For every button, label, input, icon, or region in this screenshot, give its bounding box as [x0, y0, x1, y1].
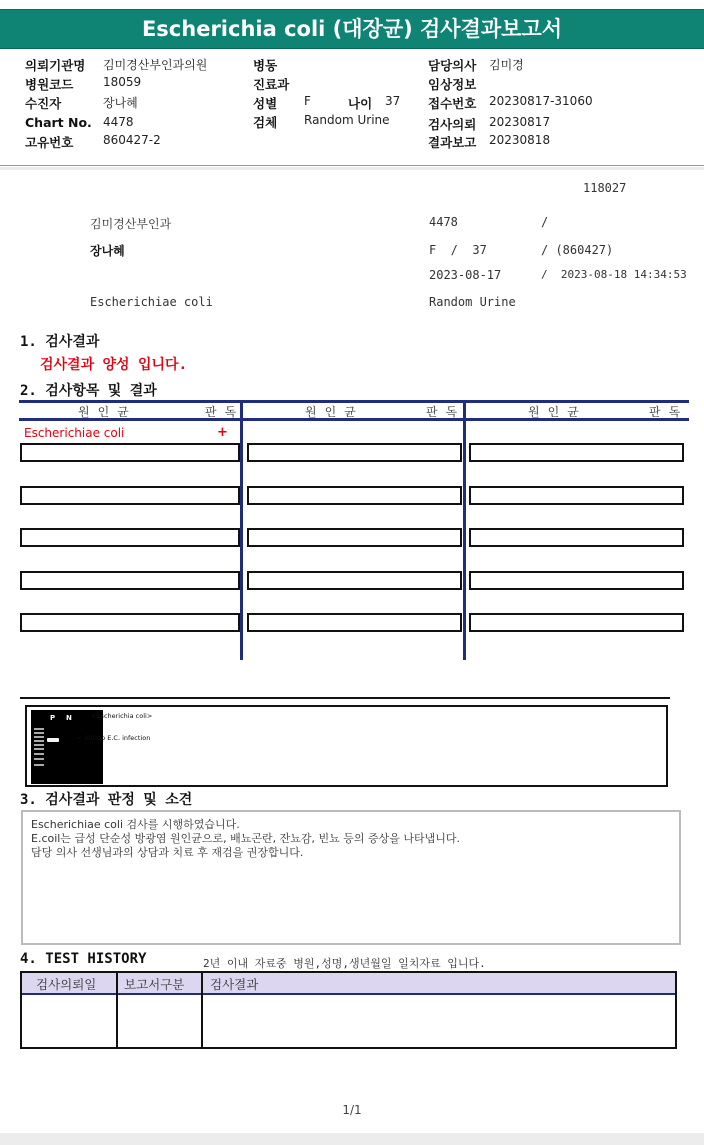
header-value-age: 37	[385, 94, 401, 108]
header-label-age: 나이	[348, 96, 373, 111]
result-cell	[247, 613, 462, 632]
gel-top-rule	[20, 697, 670, 699]
header-value-report-date: 20230818	[489, 133, 551, 147]
result-mark: +	[217, 425, 228, 440]
col3-organism-header: 원인균	[528, 405, 587, 419]
header-value-request-date: 20230817	[489, 115, 551, 129]
gel-ladder-band	[34, 758, 44, 760]
result-cell	[469, 528, 684, 547]
section4-title: 4. TEST HISTORY	[20, 951, 147, 967]
gel-image-box	[25, 705, 668, 787]
result-cell	[247, 528, 462, 547]
header-value-unique-id: 860427-2	[103, 133, 161, 147]
grid-divider-2	[463, 400, 466, 660]
footer-band	[0, 1133, 704, 1145]
patient-specimen: Random Urine	[429, 295, 516, 309]
col2-judgement-header: 판독	[426, 405, 466, 419]
header-value-doctor: 김미경	[489, 58, 524, 72]
report-title: Escherichia coli (대장균) 검사결과보고서	[0, 9, 704, 49]
patient-received-date: 2023-08-17	[429, 268, 502, 282]
header-label-ward: 병동	[253, 58, 278, 73]
result-cell	[20, 613, 240, 632]
result-cell	[469, 571, 684, 590]
header-value-hospital-code: 18059	[103, 75, 142, 89]
history-col-request-date: 검사의뢰일	[36, 977, 97, 992]
result-cell	[469, 443, 684, 462]
history-col-divider	[116, 973, 118, 1047]
col3-judgement-header: 판독	[649, 405, 689, 419]
gel-title: <Escherichia coli>	[91, 712, 153, 720]
gel-band-annotation: ← 600bp E.C. infection	[77, 734, 151, 742]
result-organism: Escherichiae coli	[24, 426, 125, 440]
patient-code: 118027	[583, 181, 627, 195]
gel-ladder-band	[34, 748, 44, 750]
patient-chart: 4478	[429, 215, 458, 229]
patient-name: 장나혜	[90, 244, 125, 258]
patient-slash: /	[541, 215, 549, 229]
patient-hospital: 김미경산부인과	[90, 217, 172, 231]
section3-title: 3. 검사결과 판정 및 소견	[20, 792, 193, 808]
result-cell	[20, 486, 240, 505]
history-col-result: 검사결과	[210, 977, 259, 992]
gel-electrophoresis-image	[31, 710, 103, 784]
opinion-line: 담당 의사 선생님과의 상담과 치료 후 재검을 권장합니다.	[31, 846, 304, 859]
result-cell	[469, 486, 684, 505]
section4-note: 2년 이내 자료중 병원,성명,생년월일 일치자료 입니다.	[203, 957, 486, 970]
opinion-line: Escherichiae coli 검사를 시행하였습니다.	[31, 818, 240, 831]
gel-ladder-band	[34, 744, 44, 746]
history-table	[20, 971, 677, 1049]
header-label-request-date: 검사의뢰	[428, 117, 477, 132]
page-number: 1/1	[342, 1103, 362, 1117]
section2-title: 2. 검사항목 및 결과	[20, 383, 157, 399]
history-col-report-type: 보고서구분	[124, 977, 185, 992]
header-label-doctor: 담당의사	[428, 58, 477, 73]
header-label-sex: 성별	[253, 96, 278, 111]
gel-ladder-band	[34, 728, 44, 730]
header-label-hospital-code: 병원코드	[25, 77, 74, 92]
opinion-box	[21, 810, 681, 945]
header-value-specimen: Random Urine	[304, 113, 390, 127]
result-cell	[247, 443, 462, 462]
gel-ladder-band	[34, 736, 44, 738]
result-cell	[247, 571, 462, 590]
gel-lane-n-label: N	[66, 714, 72, 722]
header-label-patient: 수진자	[25, 96, 62, 111]
patient-reported-date: / 2023-08-18 14:34:53	[541, 268, 687, 281]
header-value-receipt-no: 20230817-31060	[489, 94, 593, 108]
patient-sex-age: F / 37	[429, 243, 487, 257]
gel-positive-band	[47, 738, 59, 742]
result-cell	[20, 571, 240, 590]
grid-divider-1	[240, 400, 243, 660]
gel-ladder-band	[34, 753, 44, 755]
header-value-institution: 김미경산부인과의원	[103, 58, 208, 72]
gel-ladder-band	[34, 732, 44, 734]
header-value-sex: F	[304, 94, 311, 108]
result-cell	[469, 613, 684, 632]
col1-organism-header: 원인균	[78, 405, 137, 419]
gel-lane-p-label: P	[50, 714, 56, 722]
header-value-chart: 4478	[103, 115, 134, 129]
header-divider	[0, 165, 704, 166]
patient-birth: / (860427)	[541, 243, 614, 257]
section1-result: 검사결과 양성 입니다.	[40, 357, 188, 373]
header-label-department: 진료과	[253, 77, 290, 92]
result-cell	[20, 528, 240, 547]
result-cell	[20, 443, 240, 462]
opinion-line: E.coil는 급성 단순성 방광염 원인균으로, 배뇨곤란, 잔뇨감, 빈뇨 등의 증상을 나타냅니다.	[31, 832, 460, 845]
header-label-receipt-no: 접수번호	[428, 96, 477, 111]
col2-organism-header: 원인균	[305, 405, 364, 419]
patient-test-name: Escherichiae coli	[90, 295, 213, 309]
header-label-specimen: 검체	[253, 115, 278, 130]
header-divider-band	[0, 167, 704, 170]
header-label-clinical-info: 임상정보	[428, 77, 477, 92]
col1-judgement-header: 판독	[205, 405, 245, 419]
header-label-chart: Chart No.	[25, 115, 92, 130]
gel-ladder-band	[34, 764, 44, 766]
header-value-patient: 장나혜	[103, 96, 138, 110]
gel-ladder-band	[34, 740, 44, 742]
history-table-header	[22, 973, 675, 995]
header-label-report-date: 결과보고	[428, 135, 477, 150]
header-label-institution: 의뢰기관명	[25, 58, 86, 73]
result-cell	[247, 486, 462, 505]
header-label-unique-id: 고유번호	[25, 135, 74, 150]
section1-title: 1. 검사결과	[20, 334, 100, 350]
history-col-divider	[201, 973, 203, 1047]
